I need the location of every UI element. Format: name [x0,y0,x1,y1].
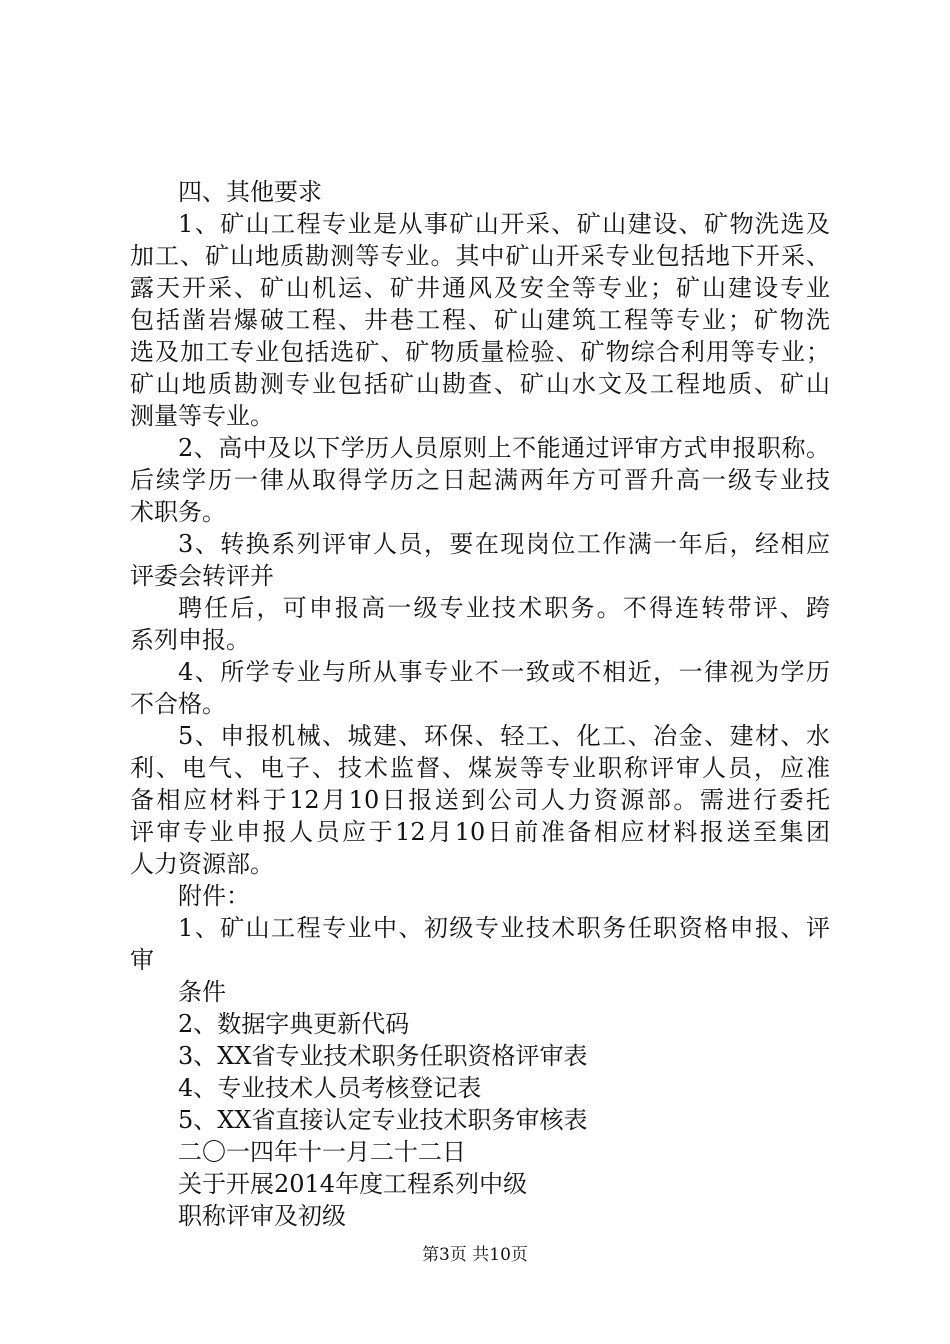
attachment1-line1: 1、矿山工程专业中、初级专业技术职务任职资格申报、评 [178,914,830,942]
attachment4: 4、专业技术人员考核登记表 [178,1074,482,1102]
item4-line1: 4、所学专业与所从事专业不一致或不相近，一律视为学历 [178,658,830,686]
attachments-label: 附件： [178,882,250,910]
item3-line1: 3、转换系列评审人员，要在现岗位工作满一年后，经相应 [178,530,830,558]
attachment1-line2: 审 [130,946,154,974]
item3-line2: 评委会转评并 [130,562,274,590]
item1-line6: 矿山地质勘测专业包括矿山勘查、矿山水文及工程地质、矿山 [130,370,830,398]
attachment5: 5、XX省直接认定专业技术职务审核表 [178,1106,588,1134]
next-title-line2: 职称评审及初级 [178,1202,346,1230]
item5-line5: 人力资源部。 [130,850,274,878]
item1-line7: 测量等专业。 [130,402,274,430]
item5-line3: 备相应材料于12月10日报送到公司人力资源部。需进行委托 [130,786,830,814]
item3-line4: 系列申报。 [130,626,250,654]
item5-line4: 评审专业申报人员应于12月10日前准备相应材料报送至集团 [130,818,830,846]
attachment2: 2、数据字典更新代码 [178,1010,410,1038]
item1-line2: 加工、矿山地质勘测等专业。其中矿山开采专业包括地下开采、 [130,242,830,270]
item3-line3: 聘任后，可申报高一级专业技术职务。不得连转带评、跨 [178,594,830,622]
item2-line3: 术职务。 [130,498,226,526]
item1-line5: 选及加工专业包括选矿、矿物质量检验、矿物综合利用等专业； [130,338,830,366]
item1-line1: 1、矿山工程专业是从事矿山开采、矿山建设、矿物洗选及 [178,210,830,238]
page-footer: 第3页 共10页 [422,1245,528,1265]
next-title-line1: 关于开展2014年度工程系列中级 [178,1170,528,1198]
item4-line2: 不合格。 [130,690,226,718]
item2-line2: 后续学历一律从取得学历之日起满两年方可晋升高一级专业技 [130,466,830,494]
item2-line1: 2、高中及以下学历人员原则上不能通过评审方式申报职称。 [178,434,830,462]
item5-line1: 5、申报机械、城建、环保、轻工、化工、冶金、建材、水 [178,722,830,750]
section-heading: 四、其他要求 [178,178,322,206]
attachment1-line3: 条件 [178,978,226,1006]
item5-line2: 利、电气、电子、技术监督、煤炭等专业职称评审人员，应准 [130,754,830,782]
item1-line3: 露天开采、矿山机运、矿井通风及安全等专业；矿山建设专业 [130,274,830,302]
attachment3: 3、XX省专业技术职务任职资格评审表 [178,1042,588,1070]
item1-line4: 包括凿岩爆破工程、井巷工程、矿山建筑工程等专业；矿物洗 [130,306,830,334]
document-date: 二〇一四年十一月二十二日 [178,1138,466,1166]
